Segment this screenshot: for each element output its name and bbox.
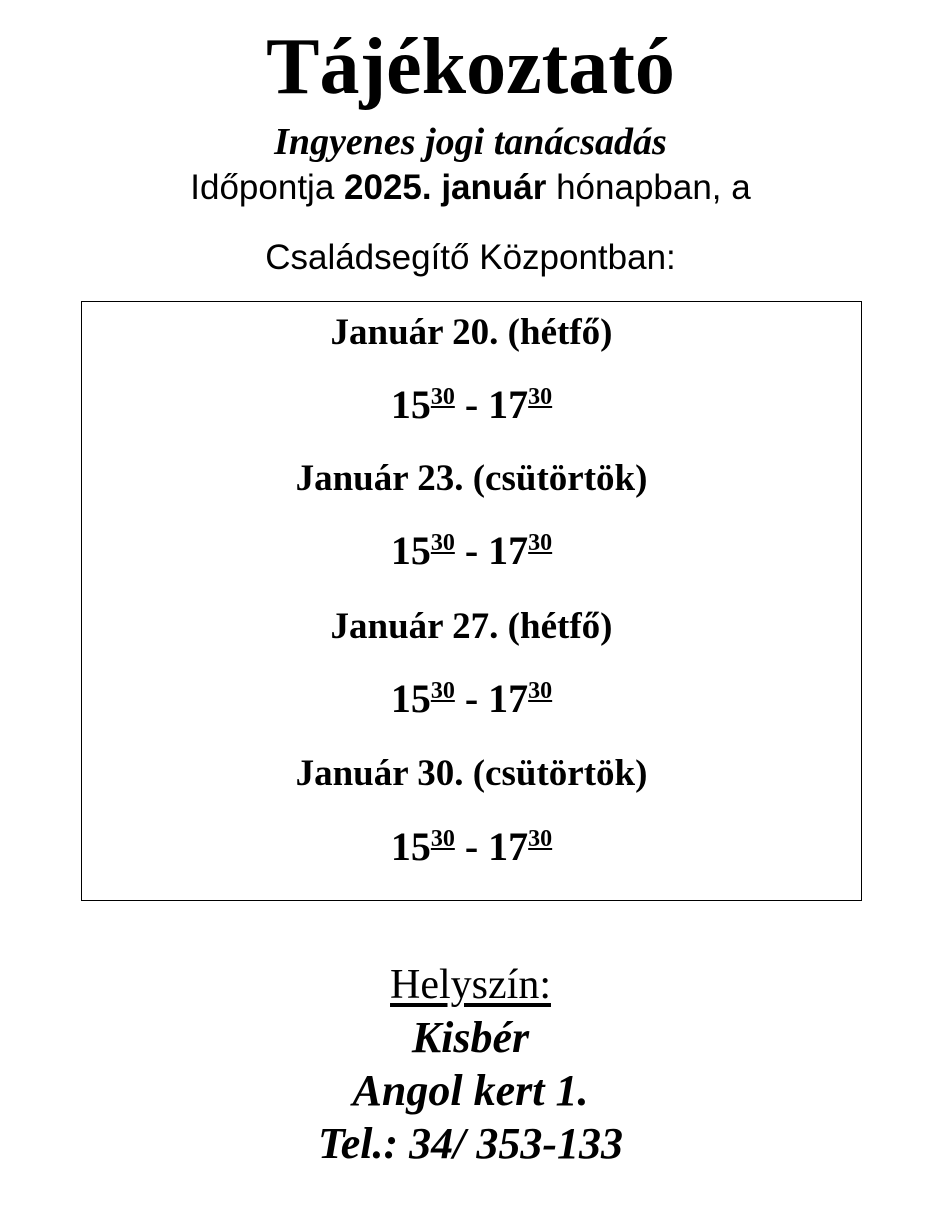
schedule-time [82, 822, 861, 878]
intro-prefix: Időpontja [190, 168, 345, 207]
intro-line-2: Családsegítő Központban: [265, 238, 676, 277]
start-minutes: 30 [430, 678, 455, 704]
location-address: Angol kert 1. [352, 1066, 589, 1115]
end-hour: 17 [488, 528, 529, 573]
schedule-time [82, 526, 861, 582]
schedule-date: Január 20. (hétfő) [330, 312, 613, 353]
end-hour: 17 [488, 382, 529, 427]
time-separator: - [454, 382, 489, 427]
start-hour: 15 [390, 528, 431, 573]
start-minutes: 30 [430, 530, 455, 556]
schedule-time [82, 674, 861, 730]
location-city: Kisbér [411, 1013, 530, 1062]
end-hour: 17 [488, 824, 529, 869]
end-minutes: 30 [528, 530, 553, 556]
end-minutes: 30 [528, 384, 553, 410]
schedule-box [81, 301, 862, 901]
time-separator: - [454, 528, 489, 573]
start-minutes: 30 [430, 826, 455, 852]
end-minutes: 30 [528, 678, 553, 704]
schedule-date: Január 27. (hétfő) [330, 606, 613, 647]
location-label-text: Helyszín: [390, 962, 551, 1008]
location-label [0, 958, 941, 1012]
start-hour: 15 [390, 382, 431, 427]
time-separator: - [454, 824, 489, 869]
subtitle: Ingyenes jogi tanácsadás [274, 121, 667, 163]
start-minutes: 30 [430, 384, 455, 410]
end-hour: 17 [488, 676, 529, 721]
start-hour: 15 [390, 824, 431, 869]
schedule-date: Január 30. (csütörtök) [295, 753, 648, 794]
intro-suffix: hónapban, a [546, 168, 751, 207]
page-title: Tájékoztató [266, 23, 675, 111]
location-phone: Tel.: 34/ 353-133 [317, 1119, 624, 1168]
end-minutes: 30 [528, 826, 553, 852]
intro-month: 2025. január [344, 168, 547, 207]
time-separator: - [454, 676, 489, 721]
schedule-date: Január 23. (csütörtök) [295, 458, 648, 499]
schedule-time [82, 380, 861, 436]
intro-line-1 [0, 166, 941, 210]
start-hour: 15 [390, 676, 431, 721]
